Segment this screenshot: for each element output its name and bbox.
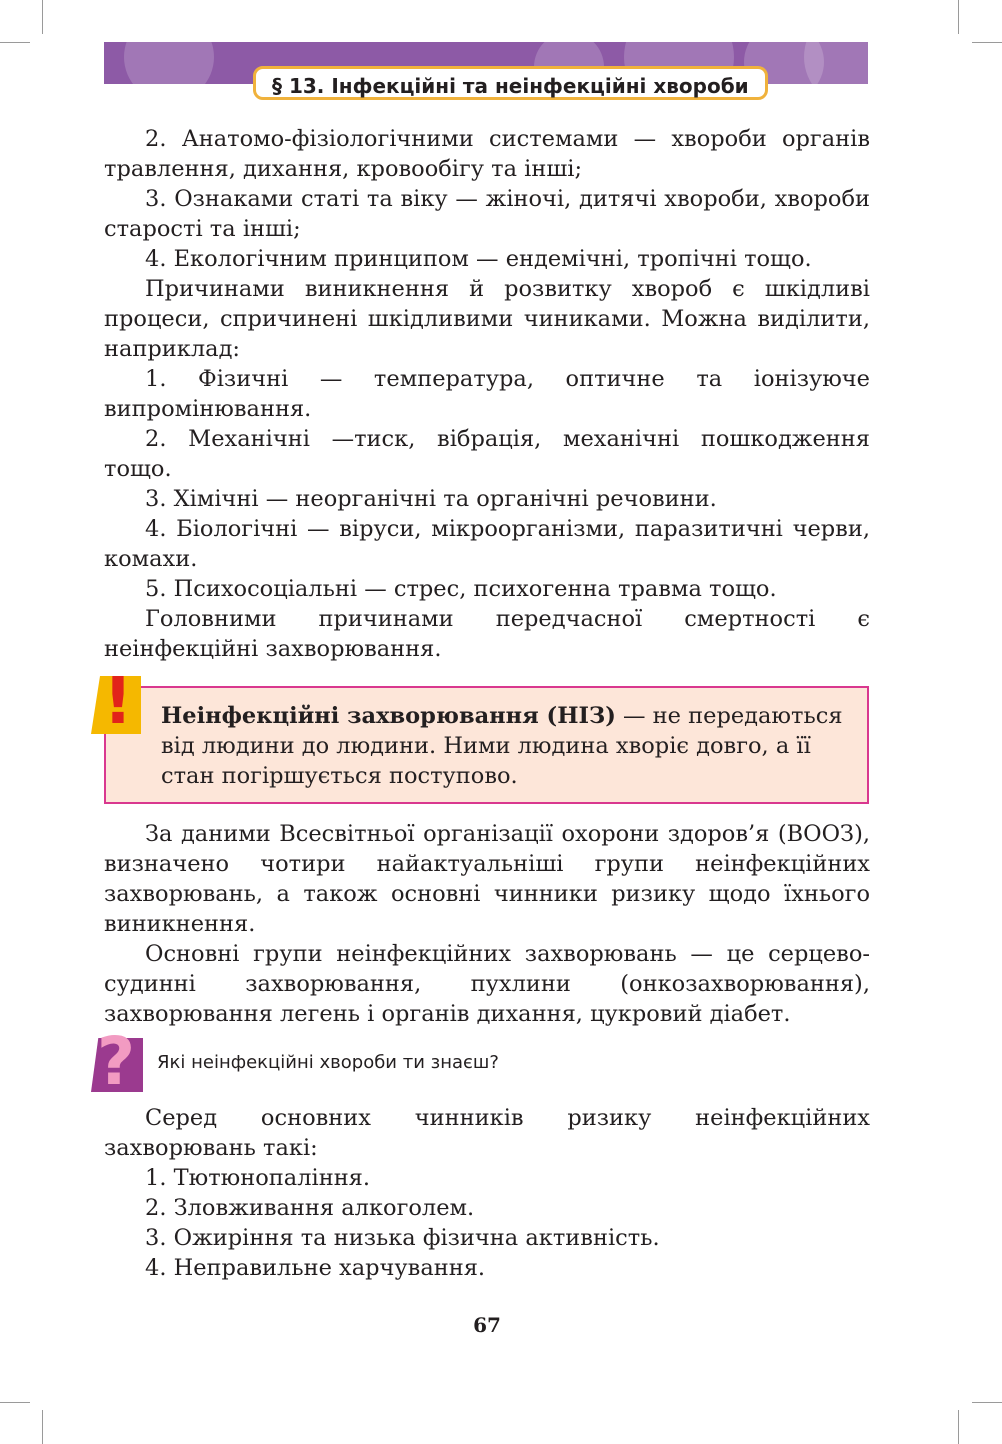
crop-mark (958, 0, 959, 34)
paragraph: 4. Біологічні — віруси, мікроорганізми, паразитичні черви, комахи. (104, 516, 870, 572)
list-item: 3. Ожиріння та низька фізична активність. (145, 1225, 660, 1251)
decorative-bubble (124, 42, 214, 84)
crop-mark (972, 1402, 1002, 1403)
crop-mark (0, 42, 30, 43)
text-block-1 (104, 124, 870, 664)
paragraph: 4. Екологічним принципом — ендемічні, тропічні тощо. (145, 246, 812, 272)
paragraph: 3. Ознаками статі та віку — жіночі, дитячі хвороби, хвороби старості та інші; (104, 186, 870, 242)
crop-mark (0, 1402, 30, 1403)
list-item: 1. Тютюнопаління. (145, 1165, 371, 1191)
crop-mark (972, 42, 1002, 43)
paragraph: Головними причинами передчасної смертності є неінфекційні захворювання. (104, 606, 870, 662)
section-title: § 13. Інфекційні та неінфекційні хвороби (253, 66, 768, 100)
definition-body: — не передаються від людини до людини. Ними людина хворіє довго, а її стан погіршується поступово. (161, 703, 843, 789)
paragraph: 2. Анатомо-фізіологічними системами — хвороби органів травлення, дихання, кровообігу та інші; (104, 126, 870, 182)
text-block-3 (104, 1103, 870, 1283)
decorative-bubble (804, 42, 868, 84)
question-mark: ? (96, 1023, 136, 1100)
paragraph: 5. Психосоціальні — стрес, психогенна травма тощо. (145, 576, 777, 602)
list-item: 4. Неправильне харчування. (145, 1255, 486, 1281)
crop-mark (42, 0, 43, 34)
paragraph: 2. Механічні —тиск, вібрація, механічні пошкодження тощо. (104, 426, 870, 482)
question-text: Які неінфекційні хвороби ти знаєш? (157, 1052, 499, 1073)
paragraph: Основні групи неінфекційних захворювань — це серцево-судинні захворювання, пухлини (онкозахворювання), захворювання легень і органів дихання, цукровий діабет. (104, 941, 870, 1027)
paragraph: Причинами виникнення й розвитку хвороб є шкідливі процеси, спричинені шкідливими чиниками. Можна виділити, наприклад: (104, 276, 870, 362)
text-block-2 (104, 819, 870, 1029)
exclamation-mark: ! (103, 665, 133, 739)
crop-mark (958, 1410, 959, 1444)
paragraph: 1. Фізичні — температура, оптичне та іонізуюче випромінювання. (104, 366, 870, 422)
crop-mark (42, 1410, 43, 1444)
list-item: 2. Зловживання алкоголем. (145, 1195, 475, 1221)
definition-text (161, 701, 851, 791)
paragraph: За даними Всесвітньої організації охорони здоров’я (ВООЗ), визначено чотири найактуальніші групи неінфекційних захворювань, а також основні чинники ризику щодо їхнього виникнення. (104, 821, 870, 937)
definition-term: Неінфекційні захворювання (НІЗ) (161, 703, 616, 729)
paragraph: Серед основних чинників ризику неінфекційних захворювань такі: (104, 1105, 870, 1161)
paragraph: 3. Хімічні — неорганічні та органічні речовини. (145, 486, 717, 512)
page-number: 67 (473, 1313, 501, 1337)
